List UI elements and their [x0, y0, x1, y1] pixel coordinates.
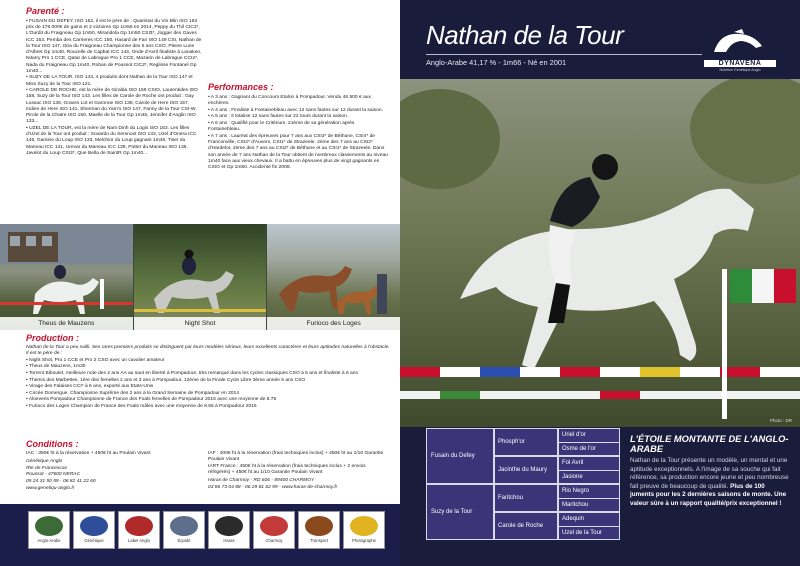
photo-credit: Photo : DR [769, 418, 792, 423]
logo-tagline: Nutrition Génétique Anglo [719, 68, 761, 72]
parente-column [26, 6, 202, 157]
foal-icon [267, 224, 400, 330]
production-title: Production : [26, 333, 79, 343]
pedigree-ancestor: Rio Negro [559, 485, 619, 498]
photo-theus-de-mauzens [0, 224, 133, 330]
pedigree-dam: Suzy de la Tour [427, 485, 493, 539]
parente-uzel: • UZEL DE LA TOUR, est la mère de Nam Dinh du Logis ISO 163. Les filles d'Uzel de la Tour ont produit : Sovardo du Semnost ISO 133, Uzel d'Onera ICC 145, Gamine du Loup ISO 133, Melchior du Loup gagnant 1m45, Tiser du Maneau ICC 141, Urevar du Maneau ICC 139, Potter du Maneau ISO 135, Javelot du Loup CSI3*, Que Bella de SaintR Gp 1m40... [26, 125, 197, 156]
dynavena-logo [704, 28, 776, 72]
title-divider [426, 54, 702, 55]
pedigree-grandsire: Faritchou [495, 485, 557, 511]
etoile-highlight: Plus de 100 juments pour les 2 dernières saisons de monte. Une valeur sûre à un rapport qualité/prix exceptionnel ! [630, 482, 787, 507]
performance-item: • A 3 ans : Gagnant du Concours Etalon à Pompadour. Vendu 46 500 € aux enchères. [208, 95, 371, 107]
sponsor-logo: Anglo-Arabe [28, 511, 70, 549]
etoile-body: Nathan de la Tour présente un modèle, un mental et une aptitude exceptionnels. A l'image de sa souche qui fait référence, sa production encore jeune et peu nombreuse fait preuve de beaucoup de qualité. [630, 457, 789, 490]
horse-head-logo-icon [704, 28, 776, 54]
pedigree-granddam: Jacinthe du Maury [495, 457, 557, 483]
sponsor-logo: Haras [208, 511, 250, 549]
production-item: • Aloeveris Pompadour Championne de France des Foals femelles de Pompadour 2015 avec une moyenne de 8.75 [26, 397, 277, 403]
pedigree-ancestor: Maritchou [559, 499, 619, 512]
sponsor-logo: Génétique [73, 511, 115, 549]
jumping-horse-icon [0, 224, 133, 330]
pedigree-grandsire: Phosph'or [495, 429, 557, 455]
production-item: • Torrent Biboulet, meilleure note des 2 ans AA au saut en liberté à Pompadour, très remarqué dans les cycles classiques CSO à 5 ans et finaliste à 6 ans [26, 371, 358, 377]
conditions-iaf: IAF : 400€ ht à la réservation (frais techniques inclus) + 450€ ht au 1/10 Garantie Poulain Vivant [208, 451, 384, 463]
conditions-title: Conditions : [26, 439, 79, 449]
production-section [26, 333, 392, 411]
conditions-left [26, 439, 204, 492]
parente-title: Parenté : [26, 6, 65, 16]
production-intro: Nathan de la Tour a peu sailli. Ses rares premiers produits se distinguent par leurs modèles sérieux, leurs excellents caractères et leurs aptitudes naturelles à l'obstacle. Il est le père de : [26, 345, 390, 357]
sponsor-logo: Transport [298, 511, 340, 549]
pedigree-granddam: Carole de Roche [495, 513, 557, 539]
conditions-iart: IART France : 450€ ht à la réservation (frais techniques inclus + 2 envois réfrigérés) + 450€ ht au 1/10 Garantie Poulain Vivant [208, 463, 366, 476]
contact-line: Rte de Francescas [26, 465, 68, 471]
pedigree-ancestor: Jasione [559, 471, 619, 484]
contact-line: Poussot - 47600 NERAC [26, 472, 81, 478]
photo-furioco-des-loges [267, 224, 400, 330]
pedigree-ancestor: Fol Avril [559, 457, 619, 470]
horse-subtitle: Anglo-Arabe 41,17 % - 1m66 - Né en 2001 [426, 58, 567, 67]
photo-caption: Theus de Mauzens [0, 317, 133, 330]
performances-column [208, 6, 388, 172]
production-item: • Theus de Mauzens, 1m30 [26, 364, 86, 370]
etoile-montante-block [630, 434, 790, 508]
conditions-iac: IAC : 350€ ht à la réservation + 450€ ht au Poulain Vivant [26, 451, 151, 456]
pedigree-ancestor: Uriel d'or [559, 429, 619, 442]
etoile-title: L'ÉTOILE MONTANTE DE L'ANGLO-ARABE [630, 434, 789, 455]
parente-fusain: • FUSAIN DU DEFEY, ISO 162, il est le père de : Quaristar du Vin Blin ISO 163 prix de 176 000€ de gains et 2 victoires Gp 1m55 en 2014, Peppy du Thil CIC3*, L'Ourdit du Fraigneau Gp 1m50, Mirandola Gp 1m50 CSI3*, Jogger des Gaves ICC 153, Pemba des Carrieres ICC 150, Hasard de Fan ISO 149 CSI, Nathan de la Tour ISO 147, Oria du Fraigneau Championne des 6 ans CSO, Pleine Lune d'Albret Gp 1m40, Roucelle de Capbat ICC 143, Onde d'Avril finaliste à Lanaken, Nitarry Pro 1 CCE, Qatar de Labrague Pro 1 CCE, Mazarin de Labrague CCI2*, Nada du Fraigneau Gp 1m40, Rohan de Poussot CIC2*, Reglisse Fontanel Gp 1m40... [26, 19, 202, 74]
production-item: • Themis des Marbettes, 1ère des femelles 2 ans et 3 ans à Pompadour, 12ème de la Finale Cycle Libre 3ème année 6 ans CSO [26, 377, 306, 383]
pedigree-table [426, 428, 620, 540]
photo-caption: Night Shot [134, 317, 267, 330]
horse-rider-icon [134, 224, 267, 330]
contact-line: 05 24 31 50 59 - 06 82 41 22 60 [26, 479, 96, 485]
production-item: • Virage des Falaises CCI* à 6 ans, exporté aux Etats-Unis [26, 384, 154, 390]
parente-suzy: • SUZY DE LA TOUR, ISO 143, 4 produits dont Nathan de la Tour ISO 147 et Miss Suzy de la Tour ISO 121. [26, 75, 193, 87]
photo-strip [0, 224, 400, 330]
conditions-right [208, 451, 388, 491]
pedigree-ancestor: Osme de l'or [559, 443, 619, 456]
page-title: Nathan de la Tour [426, 20, 624, 50]
pedigree-ancestor: Uzel de la Tour [559, 527, 619, 540]
right-page [400, 0, 800, 566]
photo-night-shot [134, 224, 267, 330]
contact-link[interactable]: 03 86 73 04 88 - 06 29 81 62 99 - www.haras-de-charmoy.fr [208, 484, 338, 490]
performances-list [208, 95, 388, 171]
logo-wordmark: DYNAVENA [704, 60, 776, 67]
performance-item: • A 5 ans : Il totalise 12 sans fautes sur 22 tours durant la saison. [208, 114, 349, 120]
production-item: • Circée Domergue, Championne Suprême des 2 ans à la Grand Semaine de Pompadour en 2014 [26, 390, 239, 396]
sponsor-logo-bar [0, 504, 400, 566]
contact-link[interactable]: www.genetiqu-anglo.fr [26, 485, 75, 491]
sponsor-logo: Équidé [163, 511, 205, 549]
main-photo [400, 79, 800, 427]
sponsor-logo: Label Anglo [118, 511, 160, 549]
contact-line: Haras de Charmoy - RD 606 - 89400 CHARMOY [208, 478, 315, 484]
pedigree-sire: Fusain du Defey [427, 429, 493, 483]
performance-item: • A 6 ans : Qualifié pour le Critérium, 21ème de sa génération après Fontainebleau. [208, 121, 355, 133]
sponsor-logo: Photographe [343, 511, 385, 549]
production-item: • Night Shot, Pro 1 CCE et Pro 2 CSO avec un cavalier amateur [26, 357, 165, 363]
performances-title: Performances : [208, 82, 274, 92]
photo-caption: Furioco des Loges [267, 317, 400, 330]
show-jumping-horse-icon [400, 79, 800, 427]
production-item: • Furioco des Loges Champion de France des Foals mâles avec une moyenne de 8.65 à Pompadour 2015 [26, 404, 257, 410]
parente-carole: • CAROLE DE ROCHE, est la mère de Giralda ISO 159 CSIO, Laurentides ISO 158, Suzy de la Tour ISO 143. Les filles de Carole de Roche ont produit : Gay Lussac ISO 136, Graves Lot et Garonne ISO 138, Carole de Here ISO 157, Indien de Here ISO 141, Sherman du Yarn's ISO 147, Fanny de la Tour CSI-W, Pirole de la Chatre ISO 150, Maelle de la Tour Gp 1m45, Jennifer d'Anglin ISO 133... [26, 88, 198, 125]
contact-line: Génétique Anglo [26, 459, 63, 465]
performance-item: • A 7 ans : Lauréat des épreuves pour 7 ans aux CSI3* de Béthune, CSI4* de Franconville, CSI2* d'Auvers, CSI1* de Strazeele. 2ème des 7 ans au CSI2* d'Hardelot, 2ème des 7 ans au CSI2* de Béthune et au CSI1* de Strazeele. Dans son année de 7 ans Nathan de la Tour obtient de nombreux classements au niveau 1m40 face aux vieux chevaux. Il a battu en épreuves plus de vingt gagnants en CSIO et Gp 1m50. Accidenté fin 2008. [208, 133, 388, 170]
performance-item: • A 4 ans : Finaliste à Fontainebleau avec 12 sans fautes sur 12 durant la saison. [208, 107, 383, 113]
pedigree-ancestor: Adequin [559, 513, 619, 526]
sponsor-logo: Charmoy [253, 511, 295, 549]
